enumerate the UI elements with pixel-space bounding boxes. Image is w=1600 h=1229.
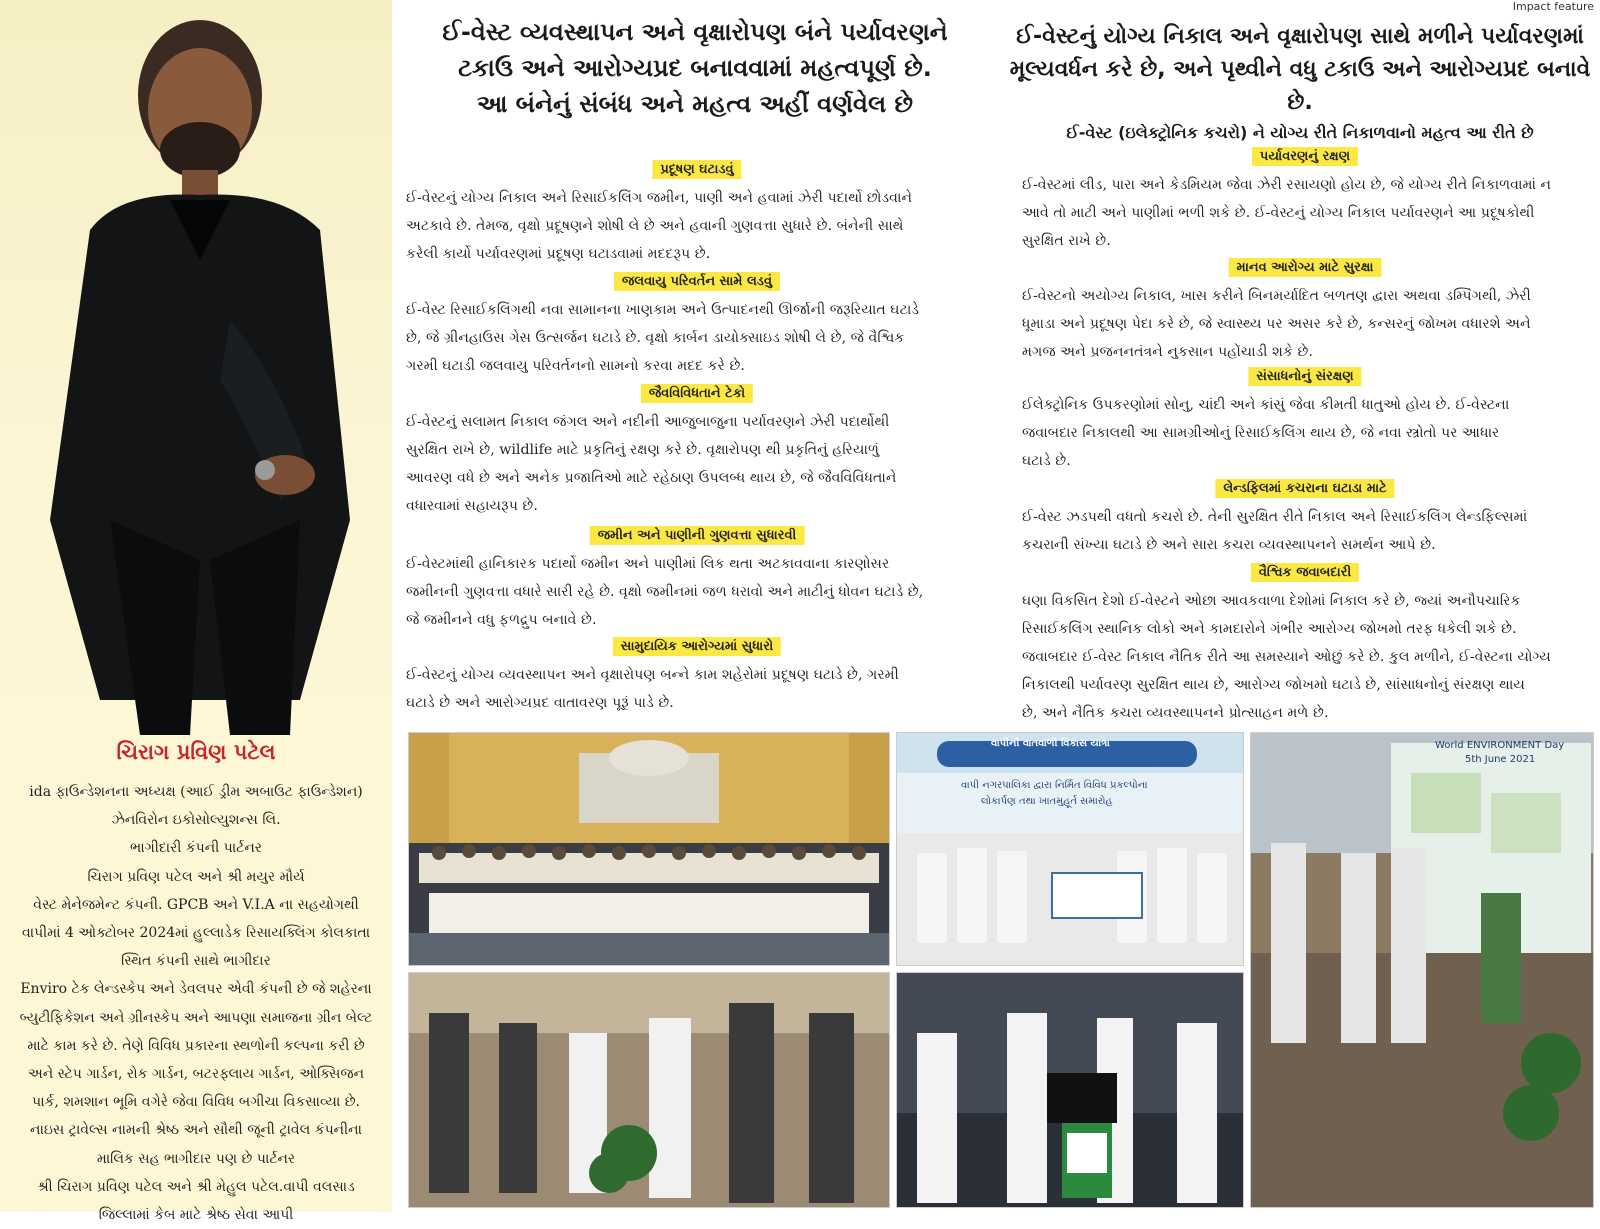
section-body xyxy=(1022,503,1588,559)
section-body xyxy=(1022,391,1588,475)
event-subtitle-2: લોકાર્પણ તથા ખાતમુહૂર્ત સમારોહ xyxy=(981,796,1113,807)
section-label: સામુદાયિક આરોગ્યમાં સુધારો xyxy=(613,637,781,656)
body-line: છે, અને નૈતિક કચરા વ્યવસ્થાપનને પ્રોત્સાહન મળે છે. xyxy=(1022,705,1329,721)
photo-group-assembly xyxy=(408,732,890,966)
body-line: જે જમીનને વધુ ફળદ્રુપ બનાવે છે. xyxy=(406,612,597,628)
headline-line: ટકાઉ અને આરોગ્યપ્રદ બનાવવામાં મહત્વપૂર્ણ છે. xyxy=(458,54,932,82)
section-body xyxy=(406,408,988,520)
section-label: જલવાયુ પરિવર્તન સામે લડવું xyxy=(614,272,780,291)
body-line: જમીનની ગુણવત્તા વધારે સારી રહે છે. વૃક્ષો જમીનમાં જળ ધરાવો અને માટીનું ધોવન ઘટાડે છે, xyxy=(406,584,924,600)
left-article-headline xyxy=(400,14,990,122)
section-body xyxy=(406,296,988,380)
section-label: પ્રદૂષણ ઘટાડવું xyxy=(652,160,741,179)
section-label: જૈવવિવિધતાને ટેકો xyxy=(641,384,753,403)
section-label: જમીન અને પાણીની ગુણવત્તા સુધારવી xyxy=(590,526,805,545)
body-line: ઈ-વેસ્ટનો અયોગ્ય નિકાલ, ખાસ કરીને બિનમર્યાદિત બળતણ દ્વારા અથવા ડમ્પિંગથી, ઝેરી xyxy=(1022,288,1531,304)
bio-line: Enviro ટેક લેન્ડસ્કેપ અને ડેવલપર એવી કંપની છે જે શહેરના xyxy=(20,981,372,998)
body-line: ધૂમાડા અને પ્રદૂષણ પેદા કરે છે, જે સ્વાસ્થ્ય પર અસર કરે છે, કન્સરનું જોખમ વધારશે અને xyxy=(1022,316,1531,332)
bio-line: માટે કામ કરે છે. તેણે વિવિધ પ્રકારના સ્થળોની કલ્પના કરી છે xyxy=(27,1037,365,1054)
body-line: ઈ-વેસ્ટમાં લીડ, પારા અને કેડમિયમ જેવા ઝેરી રસાયણો હોય છે, જે યોગ્ય રીતે નિકાળવામાં ન xyxy=(1022,177,1552,193)
photo-tree-planting xyxy=(1250,732,1594,1208)
photo-ceremony xyxy=(896,732,1244,966)
bio-line: ભાગીદારી કંપની પાર્ટનર xyxy=(130,840,262,857)
body-line: ગરમી ઘટાડી જલવાયુ પરિવર્તનનો સામનો કરવા મદદ કરે છે. xyxy=(406,358,745,374)
bio-line: ઝેનવિરોન ઇકોસોલ્યુશન્સ લિ. xyxy=(111,812,281,829)
body-line: કચરાની સંખ્યા ઘટાડે છે અને સારા કચરા વ્યવસ્થાપનને સમર્થન આપે છે. xyxy=(1022,537,1436,553)
ceremony-photo-illustration xyxy=(897,733,1243,965)
photo-e-waste-bin xyxy=(896,972,1244,1208)
body-line: ઈ-વેસ્ટનું યોગ્ય નિકાલ અને રિસાઈકલિંગ જમીન, પાણી અને હવામાં ઝેરી પદાર્થો છોડવાને xyxy=(406,190,913,206)
body-line: વધારવામાં સહાયરૂપ છે. xyxy=(406,498,538,514)
bio-line: શ્રી ચિરાગ પ્રવિણ પટેલ અને શ્રી મેહુલ પટેલ.વાપી વલસાડ xyxy=(37,1178,355,1195)
body-line: ઈ-વેસ્ટ ઝડપથી વધતો કચરો છે. તેની સુરક્ષિત રીતે નિકાલ અને રિસાઈકલિંગ લેન્ડફિલ્સમાં xyxy=(1022,509,1528,525)
section-body xyxy=(406,184,988,268)
body-line: ઈ-વેસ્ટ રિસાઈકલિંગથી નવા સામાનના ખાણકામ અને ઉત્પાદનથી ઊર્જાની જરૂરિયાત ઘટાડે xyxy=(406,302,920,318)
section-label: માનવ આરોગ્ય માટે સુરક્ષા xyxy=(1229,258,1382,277)
body-line: કરેલી કાર્યો પર્યાવરણમાં પ્રદૂષણ ઘટાડવામાં મદદરૂપ છે. xyxy=(406,246,711,262)
body-line: ઘણા વિકસિત દેશો ઈ-વેસ્ટને ઓછા આવકવાળા દેશોમાં નિકાલ કરે છે, જ્યાં અનૌપચારિક xyxy=(1022,593,1521,609)
bio-line: નાઇસ ટ્રાવેલ્સ નામની શ્રેષ્ઠ અને સૌથી જૂની ટ્રાવેલ કંપનીના xyxy=(30,1122,362,1139)
sapling-photo-illustration xyxy=(409,973,889,1207)
body-line: જવાબદાર ઈ-વેસ્ટ નિકાલ નૈતિક રીતે આ સમસ્યાને ઓછું કરે છે. કુલ મળીને, ઈ-વેસ્ટના યોગ્ય xyxy=(1022,649,1551,665)
bio-line: વેસ્ટ મેનેજમેન્ટ કંપની. GPCB અને V.I.A ના સહયોગથી xyxy=(33,896,359,913)
environment-day-date: 5th June 2021 xyxy=(1465,754,1536,765)
body-line: મગજ અને પ્રજનનતંત્રને નુકસાન પહોંચાડી શકે છે. xyxy=(1022,344,1313,360)
body-line: ઘટાડે છે અને આરોગ્યપ્રદ વાતાવરણ પૂરૂં પાડે છે. xyxy=(406,695,674,711)
body-line: ઈ-વેસ્ટનું સલામત નિકાલ જંગલ અને નદીની આજુબાજુના પર્યાવરણને ઝેરી પદાર્થોથી xyxy=(406,414,890,430)
bio-line: બ્યુટીફિકેશન અને ગ્રીનસ્કેપ અને આપણા સમાજના ગ્રીન બેલ્ટ xyxy=(19,1009,373,1026)
body-line: આવરણ વધે છે અને અનેક પ્રજાતિઓ માટે રહેઠાણ ઉપલબ્ધ થાય છે, જે જૈવવિવિધતાને xyxy=(406,470,897,486)
body-line: સુરક્ષિત રાખે છે, wildlife માટે પ્રકૃતિનું રક્ષણ કરે છે. વૃક્ષારોપણ થી પ્રકૃતિનું હરિયાળું xyxy=(406,442,880,458)
body-line: સુરક્ષિત રાખે છે. xyxy=(1022,233,1111,249)
impact-feature-tag: Impact feature xyxy=(1512,0,1594,13)
section-label: પર્યાવરણનું રક્ષણ xyxy=(1252,147,1358,166)
bio-line: ida ફાઉન્ડેશનના અધ્યક્ષ (આઈ ડ્રીમ અબાઉટ ફાઉન્ડેશન) xyxy=(29,784,363,800)
event-subtitle: વાપી નગરપાલિકા દ્વારા નિર્મિત વિવિધ પ્રકલ્પોના xyxy=(961,780,1148,791)
section-body xyxy=(1022,171,1588,255)
body-line: ઈલેક્ટ્રોનિક ઉપકરણોમાં સોનુ, ચાંદી અને કાંસું જેવા કીમતી ધાતુઓ હોય છે. ઈ-વેસ્ટના xyxy=(1022,397,1510,413)
tree-planting-photo-illustration xyxy=(1251,733,1593,1207)
body-line: જવાબદાર નિકાલથી આ સામગ્રીઓનું રિસાઈકલિંગ થાય છે, જે નવા સ્ત્રોતો પર આધાર xyxy=(1022,425,1500,441)
headline-line: ઈ-વેસ્ટ વ્યવસ્થાપન અને વૃક્ષારોપણ બંને પર્યાવરણને xyxy=(442,18,948,46)
body-line: ઈ-વેસ્ટમાંથી હાનિકારક પદાર્થો જમીન અને પાણીમાં લિક થતા અટકાવવાના કારણોસર xyxy=(406,556,890,572)
bio-line: ચિરાગ પ્રવિણ પટેલ અને શ્રી મયુર મૌર્ય xyxy=(87,868,305,885)
body-line: રિસાઈકલિંગ સ્થાનિક લોકો અને કામદારોને ગંભીર આરોગ્ય જોખમો તરફ ધકેલી શકે છે. xyxy=(1022,621,1517,637)
body-line: ઈ-વેસ્ટનું યોગ્ય વ્યવસ્થાપન અને વૃક્ષારોપણ બન્ને કામ શહેરોમાં પ્રદૂષણ ઘટાડે છે, ગરમી xyxy=(406,667,899,683)
assembly-photo-illustration xyxy=(409,733,889,965)
bio-line: સ્થિત કંપની સાથે ભાગીદાર xyxy=(121,953,271,970)
e-waste-photo-illustration xyxy=(897,973,1243,1207)
bio-line: જિલ્લામાં કેબ માટે શ્રેષ્ઠ સેવા આપી xyxy=(98,1207,294,1224)
right-article-subheadline: ઈ-વેસ્ટ (ઇલેક્ટ્રોનિક કચરો) ને યોગ્ય રીતે નિકાળવાનો મહત્વ આ રીતે છે xyxy=(1066,123,1534,142)
headline-line: મૂલ્યવર્ધન કરે છે, અને પૃથ્વીને વધુ ટકાઉ અને આરોગ્યપ્રદ બનાવે છે. xyxy=(1009,57,1591,115)
section-body xyxy=(406,550,988,634)
body-line: છે, જે ગ્રીનહાઉસ ગેસ ઉત્સર્જન ઘટાડે છે. વૃક્ષો કાર્બન ડાયોક્સાઇડ શોષી લે છે, જે વૈશ્વિક xyxy=(406,330,905,346)
portrait-photo xyxy=(0,0,392,735)
body-line: ઘટાડે છે. xyxy=(1022,453,1071,469)
right-article-headline xyxy=(1000,20,1600,145)
bio-line: પાર્ક, શમશાન ભૂમિ વગેરે જેવા વિવિધ બગીચા વિકસાવ્યા છે. xyxy=(32,1094,360,1111)
section-body xyxy=(1022,587,1588,727)
photo-sapling-planting xyxy=(408,972,890,1208)
section-body xyxy=(406,661,988,717)
person-silhouette xyxy=(0,0,392,735)
section-body xyxy=(1022,282,1588,366)
headline-line: ઈ-વેસ્ટનું યોગ્ય નિકાલ અને વૃક્ષારોપણ સાથે મળીને પર્યાવરણમાં xyxy=(1016,24,1584,49)
section-label: સંસાધનોનું સંરક્ષણ xyxy=(1248,367,1361,386)
environment-day-title: World ENVIRONMENT Day xyxy=(1435,740,1565,751)
bio-line: વાપીમાં 4 ઓક્ટોબર 2024માં હુલ્લાડેક રિસાયક્લિંગ કોલકાતા xyxy=(21,925,371,942)
bio-line: અને સ્ટેપ ગાર્ડન, રોક ગાર્ડન, બટરફ્લાય ગાર્ડન, ઓક્સિજન xyxy=(28,1066,364,1083)
profile-column xyxy=(0,0,392,1224)
person-bio xyxy=(12,778,380,1229)
body-line: નિકાલથી પર્યાવરણ સુરક્ષિત થાય છે, આરોગ્ય જોખમો ઘટાડે છે, સાંસાધનોનું સંરક્ષણ થાય xyxy=(1022,677,1525,693)
body-line: અટકાવે છે. તેમજ, વૃક્ષો પ્રદૂષણને શોષી લે છે અને હવાની ગુણવત્તા સુધારે છે. બંનેની સાથે xyxy=(406,218,904,234)
banner-title: વાપીની વાતવાળી વિકાસ યાત્રા xyxy=(991,738,1110,749)
person-name: ચિરાગ પ્રવિણ પટેલ xyxy=(116,740,276,764)
headline-line: આ બંનેનું સંબંધ અને મહત્વ અહીં વર્ણવેલ છે xyxy=(476,90,914,118)
section-label: વૈશ્વિક જવાબદારી xyxy=(1251,563,1359,582)
body-line: આવે તો માટી અને પાણીમાં ભળી શકે છે. ઈ-વેસ્ટનું યોગ્ય નિકાલ પર્યાવરણને આ પ્રદૂષકોથી xyxy=(1022,205,1535,221)
section-label: લેન્ડફિલમાં કચરાના ઘટાડા માટે xyxy=(1215,479,1394,498)
bio-line: માલિક સહ ભાગીદાર પણ છે પાર્ટનર xyxy=(96,1150,296,1167)
